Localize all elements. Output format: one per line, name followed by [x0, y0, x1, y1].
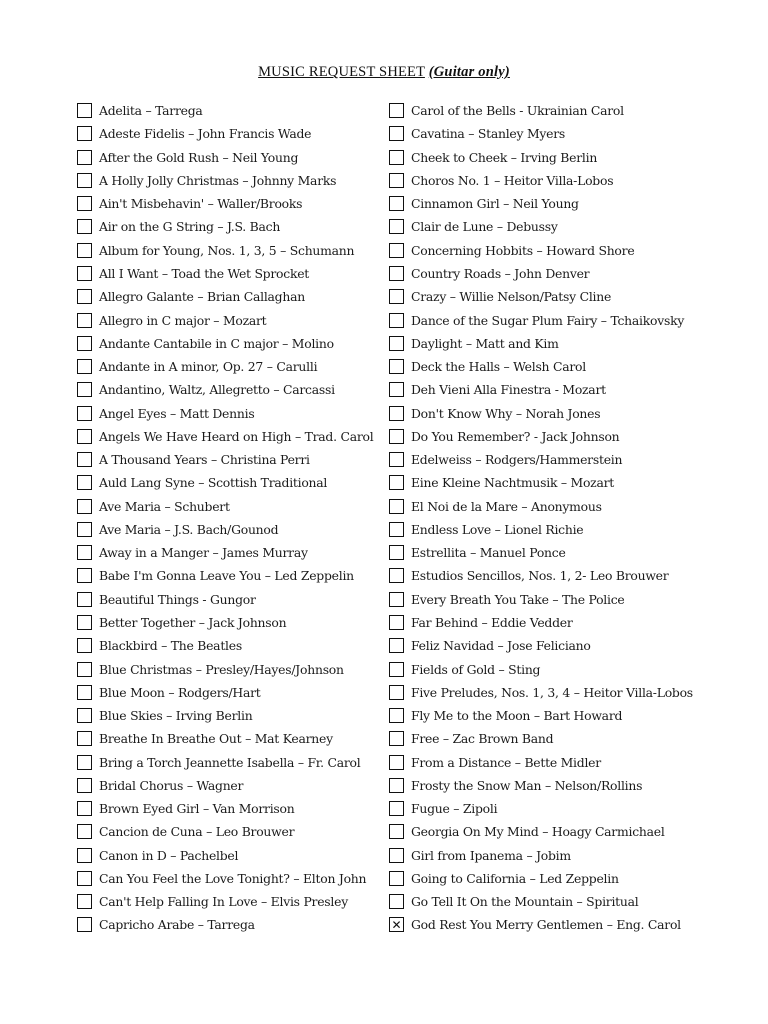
- checkbox[interactable]: [389, 778, 404, 793]
- song-item[interactable]: [389, 611, 729, 634]
- checkbox[interactable]: [77, 196, 92, 211]
- song-label: Cheek to Cheek – Irving Berlin: [411, 149, 598, 165]
- song-item[interactable]: [77, 634, 381, 657]
- song-label: Ave Maria – Schubert: [99, 498, 230, 514]
- song-item[interactable]: [389, 285, 729, 308]
- song-label: Andante in A minor, Op. 27 – Carulli: [99, 359, 318, 375]
- song-item[interactable]: [77, 681, 381, 704]
- song-item[interactable]: [389, 844, 729, 867]
- song-label: Can You Feel the Love Tonight? – Elton John: [99, 870, 367, 886]
- song-item[interactable]: [77, 122, 381, 145]
- checkbox[interactable]: [77, 592, 92, 607]
- checkbox[interactable]: [389, 196, 404, 211]
- song-label: Girl from Ipanema – Jobim: [411, 847, 571, 863]
- song-item[interactable]: [389, 797, 729, 820]
- checkbox[interactable]: [389, 662, 404, 677]
- song-item[interactable]: [77, 332, 381, 355]
- song-list-right-column: [389, 99, 729, 937]
- song-label: Go Tell It On the Mountain – Spiritual: [411, 894, 639, 910]
- song-item[interactable]: [77, 495, 381, 518]
- song-item[interactable]: [77, 262, 381, 285]
- song-label: Album for Young, Nos. 1, 3, 5 – Schumann: [99, 242, 355, 258]
- song-item[interactable]: [389, 122, 729, 145]
- checkbox[interactable]: [389, 708, 404, 723]
- song-label: Do You Remember? - Jack Johnson: [411, 428, 620, 444]
- song-item[interactable]: [77, 844, 381, 867]
- song-label: Edelweiss – Rodgers/Hammerstein: [411, 452, 623, 468]
- song-item[interactable]: [77, 518, 381, 541]
- song-label: Dance of the Sugar Plum Fairy – Tchaikovsky: [411, 312, 685, 328]
- song-label: El Noi de la Mare – Anonymous: [411, 498, 602, 514]
- song-item[interactable]: [389, 332, 729, 355]
- song-label: Beautiful Things - Gungor: [99, 591, 256, 607]
- song-item[interactable]: [77, 355, 381, 378]
- song-label: God Rest You Merry Gentlemen – Eng. Carol: [411, 917, 681, 933]
- song-item[interactable]: [389, 820, 729, 843]
- song-item[interactable]: [389, 262, 729, 285]
- song-item[interactable]: [389, 867, 729, 890]
- song-item[interactable]: [77, 146, 381, 169]
- song-label: Concerning Hobbits – Howard Shore: [411, 242, 635, 258]
- song-label: Adeste Fidelis – John Francis Wade: [99, 126, 312, 142]
- checkbox[interactable]: [389, 545, 404, 560]
- checkbox[interactable]: [77, 662, 92, 677]
- checkbox[interactable]: [77, 103, 92, 118]
- song-item[interactable]: [77, 774, 381, 797]
- song-label: Babe I'm Gonna Leave You – Led Zeppelin: [99, 568, 354, 584]
- checkbox[interactable]: [77, 778, 92, 793]
- song-item[interactable]: [389, 750, 729, 773]
- checkbox[interactable]: [77, 848, 92, 863]
- song-item[interactable]: [389, 192, 729, 215]
- song-label: Estudios Sencillos, Nos. 1, 2- Leo Brouwer: [411, 568, 669, 584]
- song-label: Don't Know Why – Norah Jones: [411, 405, 601, 421]
- checkbox[interactable]: [389, 592, 404, 607]
- song-label: Blue Skies – Irving Berlin: [99, 708, 253, 724]
- song-label: Blackbird – The Beatles: [99, 638, 242, 654]
- song-item[interactable]: [389, 378, 729, 401]
- checkbox-checked[interactable]: ✕: [389, 917, 404, 932]
- song-label: Allegro in C major – Mozart: [99, 312, 267, 328]
- checkbox[interactable]: [77, 475, 92, 490]
- song-label: Away in a Manger – James Murray: [99, 545, 308, 561]
- song-label: Auld Lang Syne – Scottish Traditional: [99, 475, 328, 491]
- checkbox[interactable]: [389, 894, 404, 909]
- checkbox[interactable]: [389, 359, 404, 374]
- song-item[interactable]: [389, 99, 729, 122]
- checkbox[interactable]: [389, 289, 404, 304]
- checkbox[interactable]: [77, 429, 92, 444]
- song-label: Ain't Misbehavin' – Waller/Brooks: [99, 196, 303, 212]
- song-label: Five Preludes, Nos. 1, 3, 4 – Heitor Villa-Lobos: [411, 684, 693, 700]
- song-item[interactable]: [389, 495, 729, 518]
- checkbox[interactable]: [77, 336, 92, 351]
- checkbox[interactable]: [77, 452, 92, 467]
- checkbox[interactable]: [389, 150, 404, 165]
- song-list-left-column: [77, 99, 381, 937]
- checkbox[interactable]: [77, 708, 92, 723]
- checkbox[interactable]: [389, 173, 404, 188]
- checkbox[interactable]: [77, 382, 92, 397]
- song-item[interactable]: [389, 169, 729, 192]
- song-label: Endless Love – Lionel Richie: [411, 521, 584, 537]
- checkbox[interactable]: [389, 731, 404, 746]
- song-label: Blue Christmas – Presley/Hayes/Johnson: [99, 661, 344, 677]
- song-label: Canon in D – Pachelbel: [99, 847, 239, 863]
- song-label: A Thousand Years – Christina Perri: [99, 452, 310, 468]
- checkbox[interactable]: [389, 313, 404, 328]
- song-item[interactable]: [77, 99, 381, 122]
- checkbox[interactable]: [389, 615, 404, 630]
- song-label: Fly Me to the Moon – Bart Howard: [411, 708, 623, 724]
- song-item[interactable]: [389, 913, 729, 936]
- song-item[interactable]: [389, 541, 729, 564]
- song-item[interactable]: [389, 657, 729, 680]
- song-label: Every Breath You Take – The Police: [411, 591, 625, 607]
- checkbox[interactable]: [389, 801, 404, 816]
- song-label: All I Want – Toad the Wet Sprocket: [99, 265, 310, 281]
- song-item[interactable]: [77, 192, 381, 215]
- checkbox[interactable]: [77, 871, 92, 886]
- checkbox[interactable]: [389, 429, 404, 444]
- checkbox[interactable]: [77, 359, 92, 374]
- song-label: Can't Help Falling In Love – Elvis Presley: [99, 894, 348, 910]
- song-label: After the Gold Rush – Neil Young: [99, 149, 299, 165]
- song-label: Frosty the Snow Man – Nelson/Rollins: [411, 777, 643, 793]
- song-item[interactable]: [77, 611, 381, 634]
- song-item[interactable]: [389, 355, 729, 378]
- song-item[interactable]: [389, 308, 729, 331]
- checkbox[interactable]: [77, 801, 92, 816]
- song-item[interactable]: [77, 541, 381, 564]
- checkbox[interactable]: [77, 522, 92, 537]
- song-item[interactable]: [389, 448, 729, 471]
- song-item[interactable]: [389, 564, 729, 587]
- song-label: Capricho Arabe – Tarrega: [99, 917, 255, 933]
- song-label: Country Roads – John Denver: [411, 265, 590, 281]
- song-label: Feliz Navidad – Jose Feliciano: [411, 638, 591, 654]
- song-item[interactable]: [77, 425, 381, 448]
- checkbox[interactable]: [77, 150, 92, 165]
- checkbox[interactable]: [77, 917, 92, 932]
- checkbox[interactable]: [389, 499, 404, 514]
- checkbox[interactable]: [77, 685, 92, 700]
- song-item[interactable]: [389, 471, 729, 494]
- checkbox[interactable]: [77, 219, 92, 234]
- song-label: Angels We Have Heard on High – Trad. Carol: [99, 428, 374, 444]
- song-label: Deh Vieni Alla Finestra - Mozart: [411, 382, 606, 398]
- song-label: Adelita – Tarrega: [99, 103, 203, 119]
- song-item[interactable]: [77, 471, 381, 494]
- song-item[interactable]: [389, 774, 729, 797]
- song-label: Georgia On My Mind – Hoagy Carmichael: [411, 824, 665, 840]
- page-title: [0, 64, 768, 81]
- song-label: Estrellita – Manuel Ponce: [411, 545, 566, 561]
- song-label: Daylight – Matt and Kim: [411, 335, 559, 351]
- song-label: Better Together – Jack Johnson: [99, 614, 287, 630]
- song-label: Blue Moon – Rodgers/Hart: [99, 684, 261, 700]
- song-label: Bridal Chorus – Wagner: [99, 777, 244, 793]
- song-label: Deck the Halls – Welsh Carol: [411, 359, 586, 375]
- song-label: Eine Kleine Nachtmusik – Mozart: [411, 475, 614, 491]
- song-item[interactable]: [77, 588, 381, 611]
- song-item[interactable]: [77, 215, 381, 238]
- checkbox[interactable]: [389, 103, 404, 118]
- song-item[interactable]: [77, 750, 381, 773]
- checkbox[interactable]: [77, 638, 92, 653]
- song-label: Cancion de Cuna – Leo Brouwer: [99, 824, 295, 840]
- title-main: MUSIC REQUEST SHEET: [258, 64, 425, 80]
- song-label: Cinnamon Girl – Neil Young: [411, 196, 579, 212]
- checkbox[interactable]: [77, 545, 92, 560]
- song-item[interactable]: [389, 401, 729, 424]
- song-item[interactable]: [389, 890, 729, 913]
- song-label: Choros No. 1 – Heitor Villa-Lobos: [411, 172, 614, 188]
- song-item[interactable]: [77, 797, 381, 820]
- song-item[interactable]: [77, 704, 381, 727]
- song-label: Clair de Lune – Debussy: [411, 219, 558, 235]
- checkbox[interactable]: [77, 289, 92, 304]
- song-label: Brown Eyed Girl – Van Morrison: [99, 801, 295, 817]
- checkbox[interactable]: [77, 568, 92, 583]
- song-label: Air on the G String – J.S. Bach: [99, 219, 281, 235]
- song-item[interactable]: [77, 913, 381, 936]
- checkbox[interactable]: [389, 638, 404, 653]
- song-item[interactable]: [389, 727, 729, 750]
- song-label: Cavatina – Stanley Myers: [411, 126, 566, 142]
- checkbox[interactable]: [389, 406, 404, 421]
- song-item[interactable]: [389, 146, 729, 169]
- song-label: Free – Zac Brown Band: [411, 731, 554, 747]
- checkbox[interactable]: [389, 568, 404, 583]
- song-item[interactable]: [77, 378, 381, 401]
- song-item[interactable]: [389, 588, 729, 611]
- song-label: Angel Eyes – Matt Dennis: [99, 405, 255, 421]
- checkbox[interactable]: [389, 219, 404, 234]
- song-label: Ave Maria – J.S. Bach/Gounod: [99, 521, 279, 537]
- song-item[interactable]: [77, 564, 381, 587]
- checkbox[interactable]: [77, 894, 92, 909]
- checkbox[interactable]: [389, 685, 404, 700]
- checkbox[interactable]: [389, 755, 404, 770]
- song-label: Carol of the Bells - Ukrainian Carol: [411, 103, 624, 119]
- song-item[interactable]: [77, 169, 381, 192]
- checkbox[interactable]: [77, 755, 92, 770]
- checkbox[interactable]: [77, 406, 92, 421]
- title-subtitle: (Guitar only): [428, 64, 510, 80]
- song-label: Allegro Galante – Brian Callaghan: [99, 289, 305, 305]
- song-label: Andantino, Waltz, Allegretto – Carcassi: [99, 382, 335, 398]
- song-item[interactable]: [389, 681, 729, 704]
- song-item[interactable]: [77, 401, 381, 424]
- song-label: Andante Cantabile in C major – Molino: [99, 335, 334, 351]
- song-item[interactable]: [77, 657, 381, 680]
- checkbox[interactable]: [77, 243, 92, 258]
- song-label: A Holly Jolly Christmas – Johnny Marks: [99, 172, 337, 188]
- checkbox[interactable]: [77, 126, 92, 141]
- song-item[interactable]: [389, 634, 729, 657]
- checkbox[interactable]: [389, 126, 404, 141]
- song-item[interactable]: [77, 890, 381, 913]
- checkbox[interactable]: [77, 499, 92, 514]
- checkbox[interactable]: [77, 824, 92, 839]
- song-label: Crazy – Willie Nelson/Patsy Cline: [411, 289, 612, 305]
- checkbox[interactable]: [389, 824, 404, 839]
- checkbox[interactable]: [77, 615, 92, 630]
- song-label: Going to California – Led Zeppelin: [411, 870, 619, 886]
- checkbox[interactable]: [389, 382, 404, 397]
- checkbox[interactable]: [389, 243, 404, 258]
- song-label: Fugue – Zipoli: [411, 801, 498, 817]
- checkbox[interactable]: [389, 522, 404, 537]
- song-item[interactable]: [77, 285, 381, 308]
- song-label: Fields of Gold – Sting: [411, 661, 541, 677]
- song-label: Breathe In Breathe Out – Mat Kearney: [99, 731, 333, 747]
- checkbox[interactable]: [389, 266, 404, 281]
- song-label: From a Distance – Bette Midler: [411, 754, 601, 770]
- song-label: Bring a Torch Jeannette Isabella – Fr. Carol: [99, 754, 361, 770]
- song-item[interactable]: [77, 727, 381, 750]
- checkbox[interactable]: [77, 173, 92, 188]
- checkbox[interactable]: [389, 475, 404, 490]
- checkbox[interactable]: [389, 871, 404, 886]
- song-item[interactable]: [77, 820, 381, 843]
- checkbox[interactable]: [389, 452, 404, 467]
- song-item[interactable]: [389, 239, 729, 262]
- song-item[interactable]: [77, 867, 381, 890]
- song-item[interactable]: [389, 215, 729, 238]
- checkbox[interactable]: [77, 266, 92, 281]
- checkbox[interactable]: [389, 848, 404, 863]
- song-item[interactable]: [389, 518, 729, 541]
- song-item[interactable]: [77, 239, 381, 262]
- song-item[interactable]: [389, 425, 729, 448]
- checkbox[interactable]: [77, 313, 92, 328]
- checkbox[interactable]: [389, 336, 404, 351]
- song-item[interactable]: [77, 448, 381, 471]
- song-label: Far Behind – Eddie Vedder: [411, 614, 573, 630]
- song-item[interactable]: [77, 308, 381, 331]
- song-item[interactable]: [389, 704, 729, 727]
- checkbox[interactable]: [77, 731, 92, 746]
